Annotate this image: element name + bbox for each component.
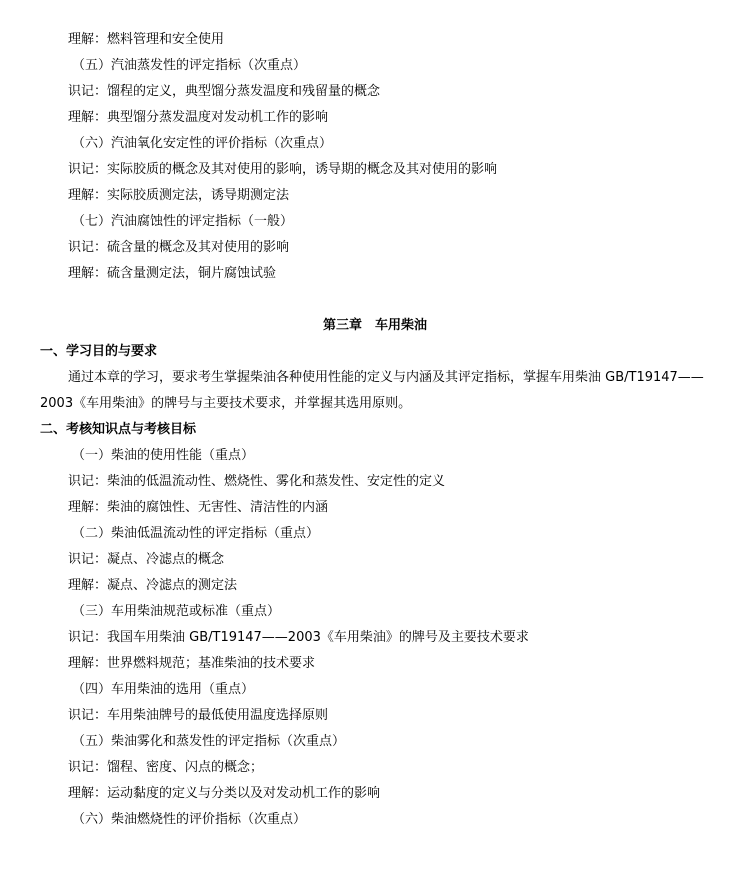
chapter-title: 第三章 车用柴油 [322,318,427,333]
subsection-heading: （二）柴油低温流动性的评定指标（重点） [72,526,320,541]
subsection-heading: （三）车用柴油规范或标准（重点） [72,604,281,619]
text-line: 识记：我国车用柴油 GB/T19147——2003《车用柴油》的牌号及主要技术要求 [68,630,529,645]
paragraph-line: 2003《车用柴油》的牌号与主要技术要求，并掌握其选用原则。 [40,396,412,411]
text-line: 理解：燃料管理和安全使用 [68,32,225,47]
text-line: 识记：凝点、冷滤点的概念 [68,552,225,567]
text-line: 理解：典型馏分蒸发温度对发动机工作的影响 [68,110,329,125]
subsection-heading: （五）柴油雾化和蒸发性的评定指标（次重点） [72,734,346,749]
text-line: 识记：馏程的定义，典型馏分蒸发温度和残留量的概念 [68,84,381,99]
text-line: 识记：车用柴油牌号的最低使用温度选择原则 [68,708,329,723]
text-line: 理解：凝点、冷滤点的测定法 [68,578,238,593]
text-line: 理解：世界燃料规范；基准柴油的技术要求 [68,656,316,671]
subsection-heading: （六）柴油燃烧性的评价指标（次重点） [72,812,307,827]
section-heading: 二、考核知识点与考核目标 [40,422,197,437]
subsection-heading: （五）汽油蒸发性的评定指标（次重点） [72,58,307,73]
subsection-heading: （六）汽油氧化安定性的评价指标（次重点） [72,136,333,151]
text-line: 识记：实际胶质的概念及其对使用的影响，诱导期的概念及其对使用的影响 [68,162,498,177]
text-line: 理解：实际胶质测定法，诱导期测定法 [68,188,290,203]
section-heading: 一、学习目的与要求 [40,344,158,359]
subsection-heading: （四）车用柴油的选用（重点） [72,682,255,697]
subsection-heading: （七）汽油腐蚀性的评定指标（一般） [72,214,294,229]
text-line: 理解：柴油的腐蚀性、无害性、清洁性的内涵 [68,500,329,515]
text-line: 识记：硫含量的概念及其对使用的影响 [68,240,290,255]
text-line: 识记：柴油的低温流动性、燃烧性、雾化和蒸发性、安定性的定义 [68,474,446,489]
text-line: 理解：硫含量测定法，铜片腐蚀试验 [68,266,277,281]
subsection-heading: （一）柴油的使用性能（重点） [72,448,255,463]
text-line: 识记：馏程、密度、闪点的概念； [68,760,264,775]
text-line: 理解：运动黏度的定义与分类以及对发动机工作的影响 [68,786,381,801]
paragraph-line: 通过本章的学习，要求考生掌握柴油各种使用性能的定义与内涵及其评定指标，掌握车用柴油 GB/T19147—— [68,370,704,385]
